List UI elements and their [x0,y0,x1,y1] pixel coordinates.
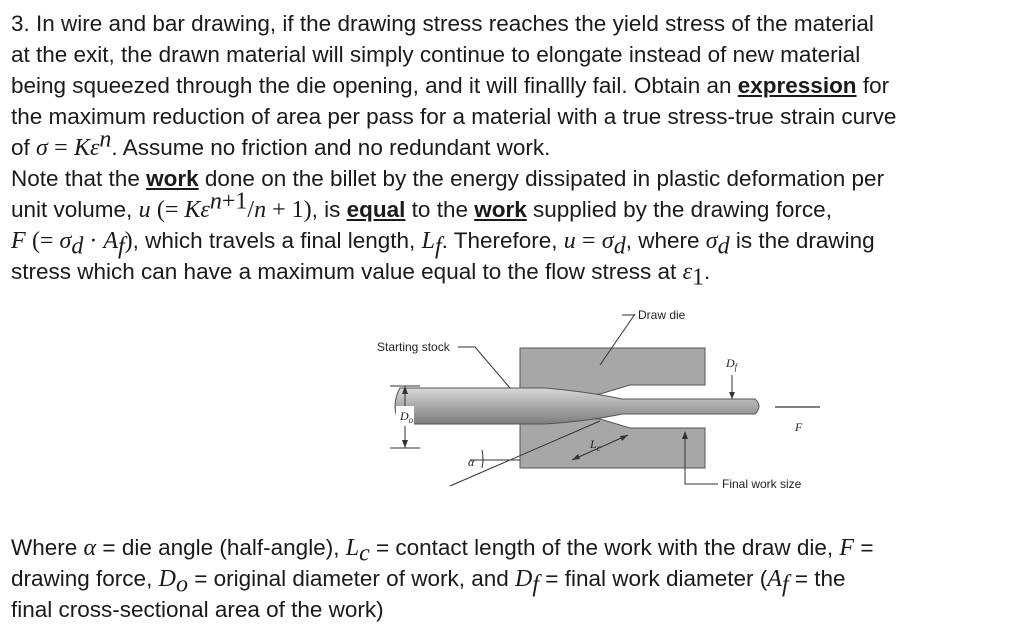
do-arrow-down [402,440,408,448]
formula-u-equals: $u = \sigma_d$ [563,228,626,260]
work-rod [395,388,759,424]
emphasis-work: work [146,166,199,191]
label-draw-die: Draw die [638,308,686,322]
die-top [520,348,705,394]
problem-line-1: 3. In wire and bar drawing, if the drawing stress reaches the yield stress of the material [11,11,874,36]
label-alpha: α [468,455,475,469]
where-line-3: final cross-sectional area of the work) [11,597,384,622]
problem-line-2: at the exit, the drawn material will simply continue to elongate instead of new material [11,42,861,67]
note-paragraph [11,163,885,291]
label-do: $D_o$ [400,409,414,425]
wire-drawing-figure [360,300,820,500]
emphasis-equal: equal [346,197,406,222]
problem-line-3: being squeezed through the die opening, and it will finallly fail. Obtain an expression for [11,73,890,98]
leader-starting-stock [458,347,510,388]
label-final-work-size: Final work size [722,477,802,491]
formula-energy: u (= $K\varepsilon^{n+1}/n + 1$) [138,188,312,223]
where-line-1: Where α = die angle (half-angle), $L_c$ = contact length of the work with the draw die, F = [11,535,874,567]
note-line-4: stress which can have a maximum value equal to the flow stress at $\varepsilon_1$. [11,259,711,291]
formula-flow-curve: $\sigma = K\varepsilon^n$ [36,126,112,161]
label-starting-stock: Starting stock [377,340,450,354]
problem-line-5: of $\sigma = K\varepsilon^n$. Assume no friction and no redundant work. [11,126,551,161]
problem-line-4: the maximum reduction of area per pass for a material with a true stress-true strain curve [11,104,897,129]
problem-number: 3. [11,11,30,36]
formula-force: F (= $\sigma_d \cdot A_f$) [11,228,133,260]
problem-paragraph [11,8,896,163]
where-paragraph [11,532,873,625]
emphasis-work-2: work [474,197,527,222]
label-df: $D_f$ [726,356,738,372]
note-line-1: Note that the work done on the billet by the energy dissipated in plastic deformation per [11,166,885,191]
df-arrow-top [729,392,735,399]
emphasis-expression: expression [737,73,857,98]
note-line-2: unit volume, u (= $K\varepsilon^{n+1}/n + 1$), is equal to the work supplied by the drawing force, [11,188,832,223]
die-angle-arc [482,450,483,468]
where-line-2: drawing force, $D_o$ = original diameter of work, and $D_f$ = final work diameter ($A_f$ = the [11,566,846,598]
label-lc: $L_c$ [590,437,601,453]
note-line-3: F (= $\sigma_d \cdot A_f$), which travels a final length, $L_f$. Therefore, $u = \sigma_d$, where $\sigma_d$ is the drawing [11,228,875,260]
label-force: F [795,420,803,434]
